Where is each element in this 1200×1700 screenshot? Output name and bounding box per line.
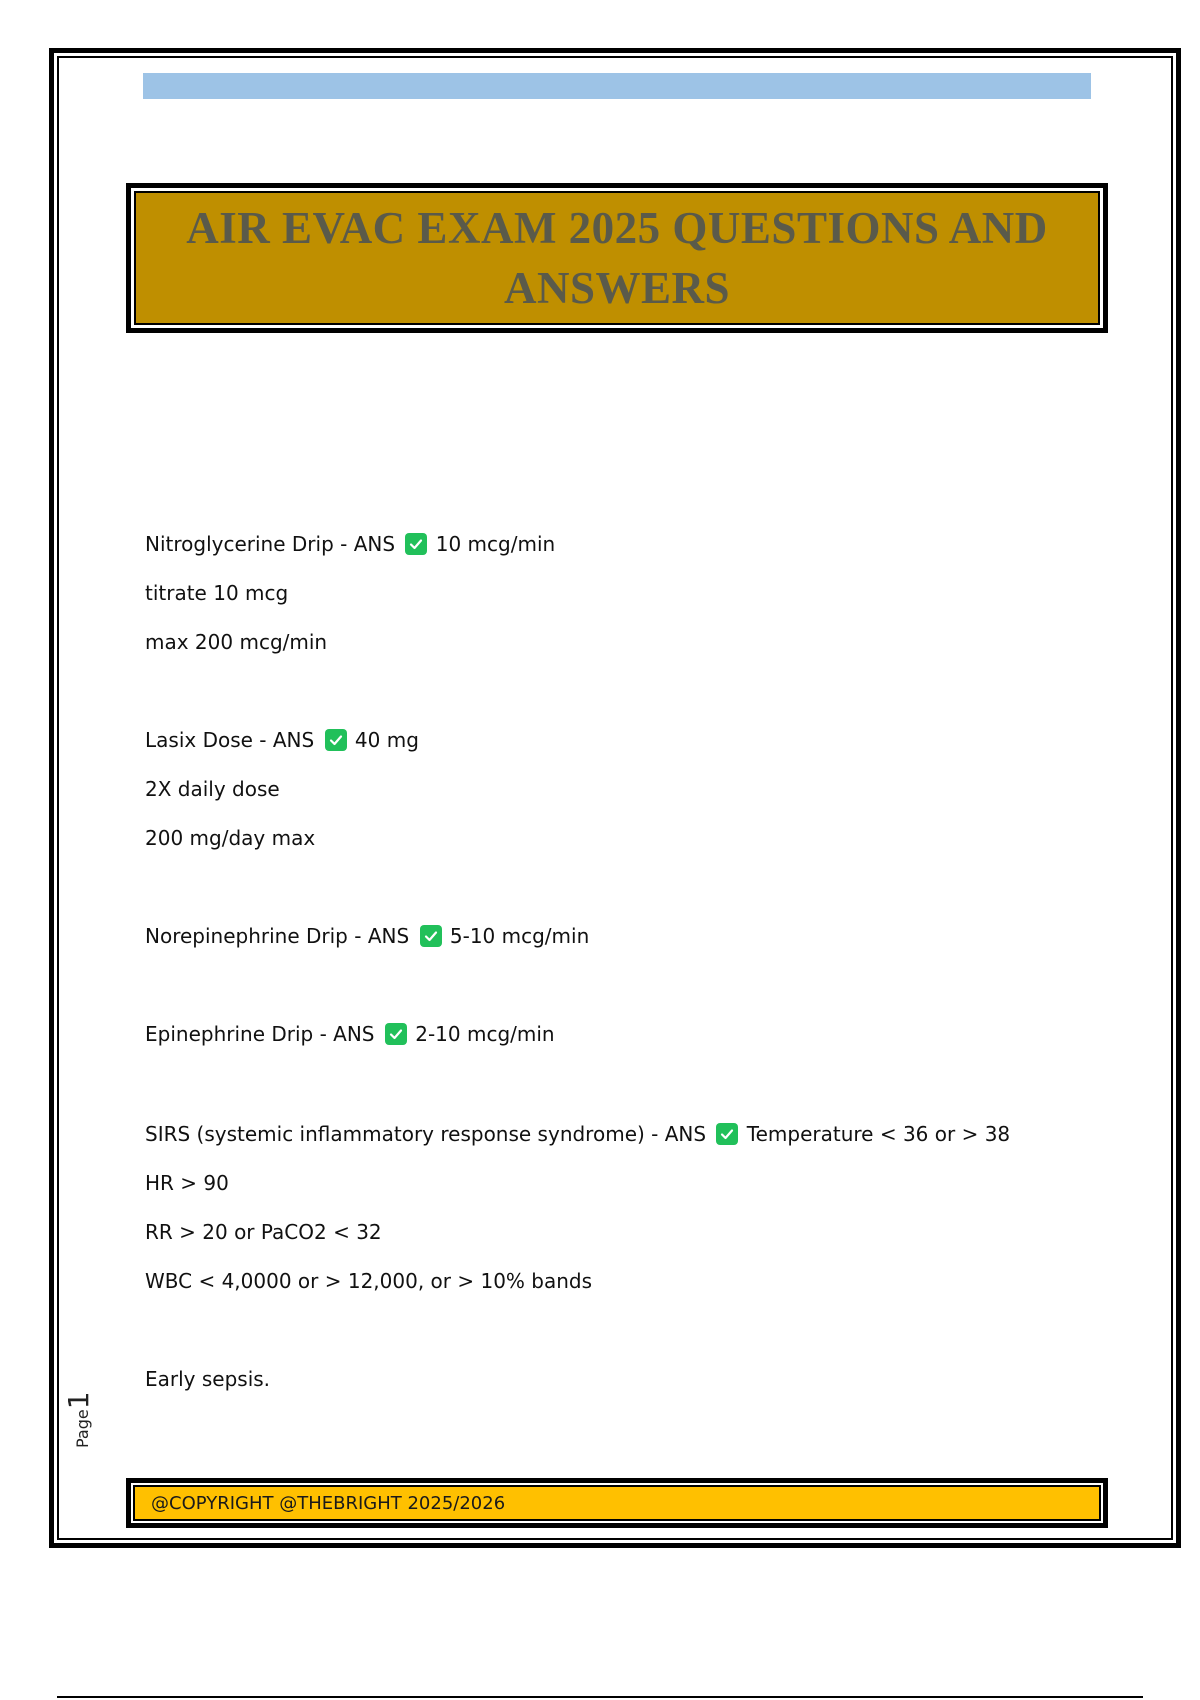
qa-entry-epinephrine [145,1010,1085,1059]
question-text: Epinephrine Drip - ANS [145,1022,375,1046]
answer-text: Temperature < 36 or > 38 [746,1122,1011,1146]
answer-detail: RR > 20 or PaCO2 < 32 [145,1220,382,1244]
qa-entry-nitroglycerine [145,520,1085,569]
bottom-rule [57,1696,1143,1698]
title-line-1: AIR EVAC EXAM 2025 QUESTIONS AND [186,203,1048,253]
answer-detail: HR > 90 [145,1171,229,1195]
check-mark-icon [325,729,347,751]
closing-note: Early sepsis. [145,1367,271,1391]
page-digit: 1 [62,1391,95,1410]
page-number-label [62,1380,102,1450]
question-text: Nitroglycerine Drip - ANS [145,532,396,556]
qa-content [145,520,1085,1404]
question-text: Lasix Dose - ANS [145,728,315,752]
footer-box [126,1478,1108,1528]
qa-entry-norepinephrine [145,912,1085,961]
check-mark-icon [716,1123,738,1145]
question-text: Norepinephrine Drip - ANS [145,924,410,948]
answer-text: 10 mcg/min [435,532,556,556]
title-line-2: ANSWERS [503,263,731,313]
answer-detail: titrate 10 mcg [145,581,289,605]
page-word: Page [73,1409,92,1448]
answer-text: 5-10 mcg/min [449,924,590,948]
check-mark-icon [405,533,427,555]
header-band [143,73,1091,99]
qa-entry-sirs [145,1110,1085,1159]
answer-detail: 2X daily dose [145,777,280,801]
check-mark-icon [420,925,442,947]
title-inner [134,191,1100,325]
copyright-footer [133,1485,1101,1521]
answer-detail: 200 mg/day max [145,826,316,850]
answer-text: 2-10 mcg/min [415,1022,555,1046]
answer-text: 40 mg [354,728,419,752]
answer-detail: WBC < 4,0000 or > 12,000, or > 10% bands [145,1269,593,1293]
document-title [176,198,1058,318]
check-mark-icon [385,1023,407,1045]
question-text: SIRS (systemic inflammatory response syndrome) - ANS [145,1122,707,1146]
title-box [126,183,1108,333]
answer-detail: max 200 mcg/min [145,630,328,654]
qa-entry-lasix [145,716,1085,765]
copyright-text: @COPYRIGHT @THEBRIGHT 2025/2026 [151,1492,506,1514]
